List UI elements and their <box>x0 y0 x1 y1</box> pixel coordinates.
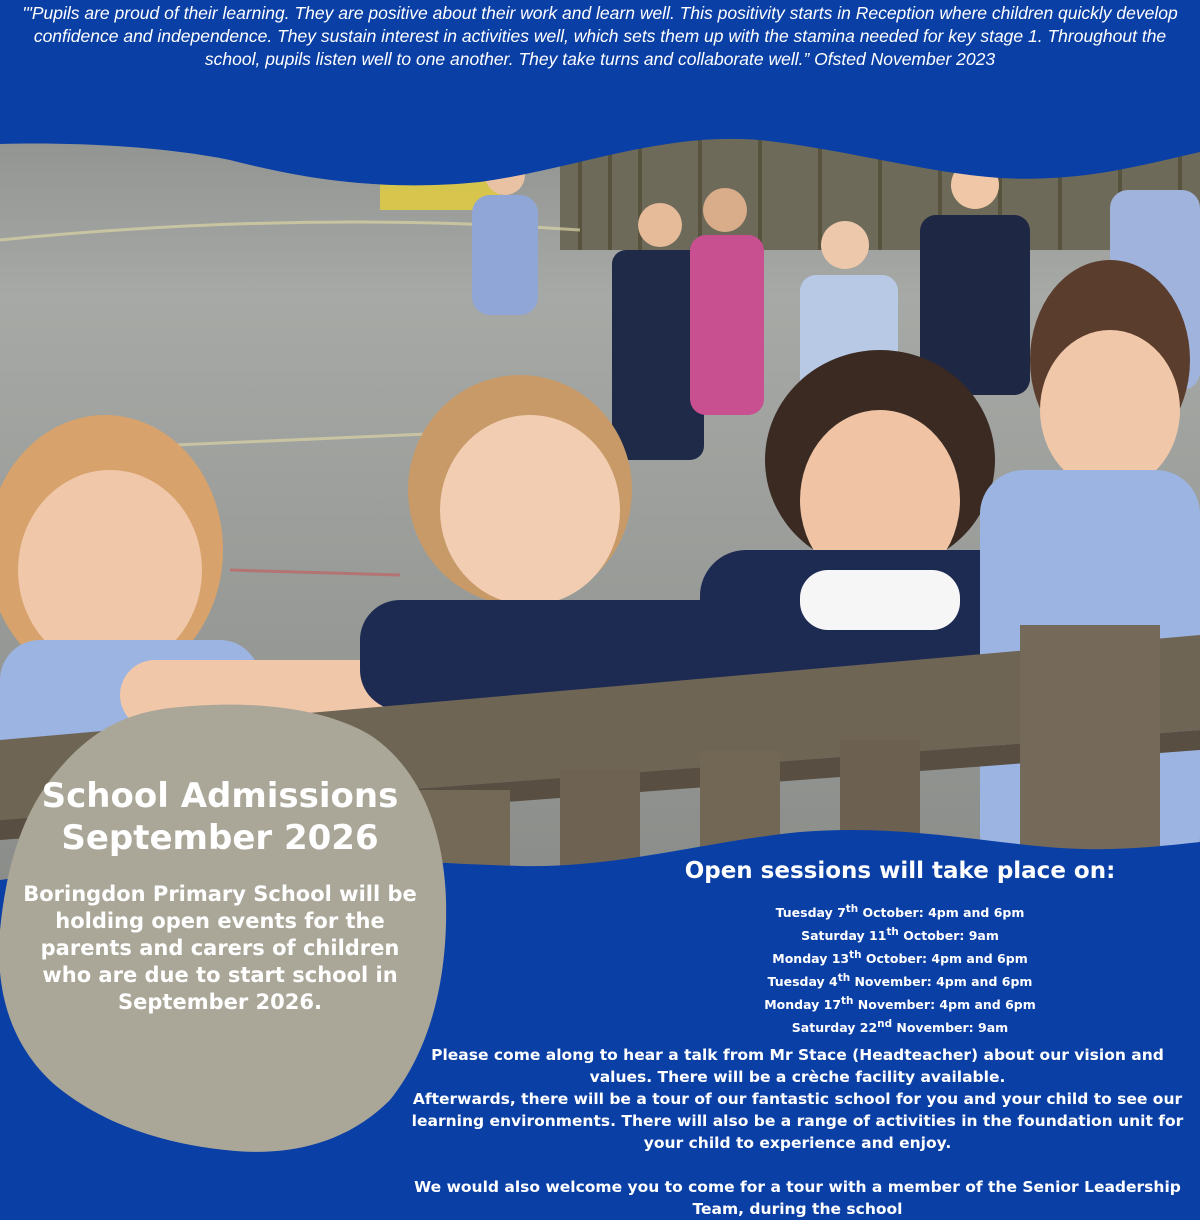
admissions-description: Boringdon Primary School will be holding open events for the parents and carers of children who are due to start school in September 2026. <box>23 882 417 1014</box>
extra-tour-paragraph: We would also welcome you to come for a tour with a member of the Senior Leadership Team, during the school <box>414 1178 1181 1218</box>
admissions-title-line2: September 2026 <box>61 818 379 858</box>
sessions-title: Open sessions will take place on: <box>684 858 1116 884</box>
session-item: Tuesday 7th October: 4pm and 6pm <box>775 903 1025 921</box>
tour-paragraph: Afterwards, there will be a tour of our fantastic school for you and your child to see our learning environments. There will also be a range of activities in the foundation unit for your child to experience and enjoy. <box>411 1090 1184 1152</box>
admissions-title-line1: School Admissions <box>41 776 399 816</box>
session-item: Monday 13th October: 4pm and 6pm <box>772 948 1028 967</box>
session-list <box>615 900 1185 1038</box>
admissions-panel <box>20 775 420 1016</box>
session-item: Monday 17th November: 4pm and 6pm <box>764 994 1036 1012</box>
session-item: Tuesday 4th November: 4pm and 6pm <box>767 971 1033 990</box>
open-sessions <box>615 858 1185 1038</box>
talk-paragraph: Please come along to hear a talk from Mr Stace (Headteacher) about our vision and values. There will be a crèche facility available. <box>431 1046 1164 1086</box>
ofsted-quote: '"Pupils are proud of their learning. They are positive about their work and learn well. This positivity starts in Reception where children quickly develop confidence and independence. They sustain interest in activities well, which sets them up with the stamina needed for key stage 1. Throughout the school, pupils listen well to one another. They take turns and collaborate well.” Ofsted November 2023 <box>22 3 1178 69</box>
session-item: Saturday 11th October: 9am <box>801 925 999 944</box>
session-item: Saturday 22nd November: 9am <box>791 1017 1009 1035</box>
admissions-title <box>20 775 420 859</box>
event-info <box>400 1044 1195 1220</box>
